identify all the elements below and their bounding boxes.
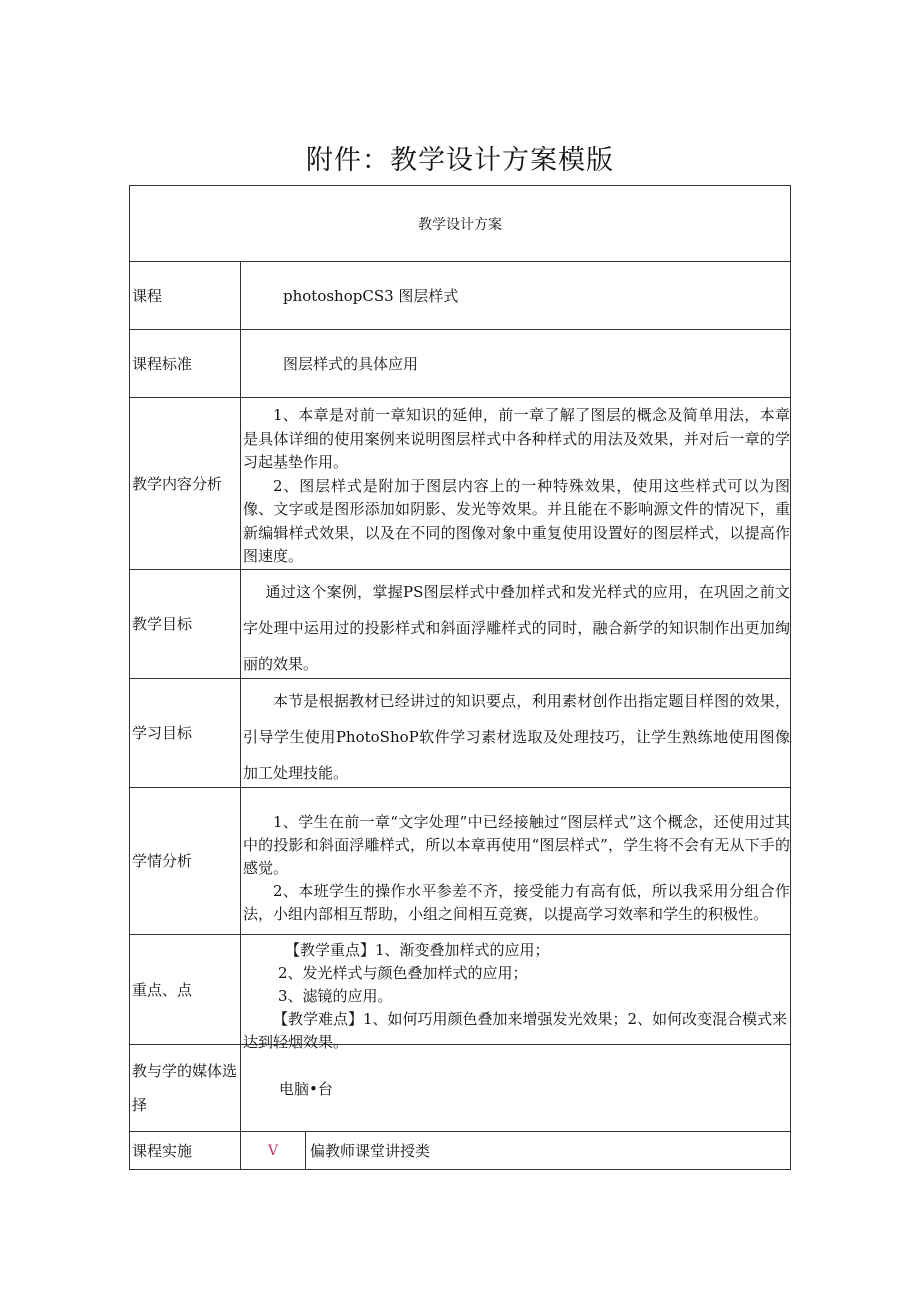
media-value: 电脑•台 <box>279 1079 333 1098</box>
learning-goal-text: 本节是根据教材已经讲过的知识要点，利用素材创作出指定题目样图的效果，引导学生使用PhotoShoP软件学习素材选取及处理技巧，让学生熟练地使用图像加工处理技能。 <box>243 692 790 782</box>
learning-goal-label: 学习目标 <box>130 679 241 787</box>
content-analysis-label: 教学内容分析 <box>130 398 241 569</box>
row-content-analysis <box>130 397 790 569</box>
key-points-label: 重点、点 <box>130 935 241 1044</box>
media-label: 教与学的媒体选择 <box>130 1045 241 1131</box>
row-key-points <box>130 934 790 1051</box>
teaching-goal-cell <box>241 570 790 678</box>
row-student-analysis <box>130 787 790 934</box>
key-point-line-4: 【教学难点】1、如何巧用颜色叠加来增强发光效果；2、如何改变混合模式来达到轻烟效果。 <box>243 1010 788 1051</box>
key-point-line-2: 2、发光样式与颜色叠加样式的应用； <box>278 964 528 982</box>
student-analysis-label: 学情分析 <box>130 788 241 934</box>
row-implementation <box>130 1131 790 1169</box>
student-analysis-paragraph-1: 1、学生在前一章“文字处理”中已经接触过“图层样式”这个概念，还使用过其中的投影和斜面浮雕样式，所以本章再使用“图层样式”，学生将不会有无从下手的感觉。 <box>243 813 790 877</box>
table-header: 教学设计方案 <box>418 216 502 233</box>
content-analysis-paragraph-2: 2、图层样式是附加于图层内容上的一种特殊效果，使用这些样式可以为图像、文字或是图形添加如阴影、发光等效果。并且能在不影响源文件的情况下，重新编辑样式效果，以及在不同的图像对象中重复使用设置好的图层样式，以提高作图速度。 <box>243 476 790 565</box>
student-analysis-paragraph-2: 2、本班学生的操作水平参差不齐，接受能力有高有低，所以我采用分组合作法，小组内部相互帮助，小组之间相互竞赛，以提高学习效率和学生的积极性。 <box>243 882 790 923</box>
teaching-goal-label: 教学目标 <box>130 570 241 678</box>
row-learning-goal <box>130 678 790 787</box>
standard-value: 图层样式的具体应用 <box>283 355 419 373</box>
key-point-line-1: 【教学重点】1、渐变叠加样式的应用； <box>285 941 550 959</box>
row-media <box>130 1044 790 1131</box>
row-teaching-goal <box>130 569 790 678</box>
row-course <box>130 261 790 329</box>
lesson-plan-table <box>129 185 791 1170</box>
table-header-row <box>130 186 790 261</box>
page-title: 附件：教学设计方案模版 <box>306 145 614 176</box>
key-point-line-3: 3、滤镜的应用。 <box>278 987 393 1005</box>
teaching-goal-text: 通过这个案例，掌握PS图层样式中叠加样式和发光样式的应用，在巩固之前文字处理中运用过的投影样式和斜面浮雕样式的同时，融合新学的知识制作出更加绚丽的效果。 <box>243 583 790 673</box>
learning-goal-cell <box>241 679 790 787</box>
content-analysis-cell <box>241 398 790 569</box>
row-standard <box>130 329 790 397</box>
implementation-check-mark: V <box>241 1132 306 1169</box>
content-analysis-paragraph-1: 1、本章是对前一章知识的延伸，前一章了解了图层的概念及简单用法，本章是具体详细的使用案例来说明图层样式中各种样式的用法及效果，并对后一章的学习起基垫作用。 <box>243 406 790 471</box>
key-points-cell <box>241 935 790 1051</box>
implementation-value: 偏教师课堂讲授类 <box>310 1142 431 1160</box>
course-value: photoshopCS3 图层样式 <box>283 287 459 305</box>
standard-label: 课程标准 <box>130 330 241 397</box>
course-label: 课程 <box>130 262 241 329</box>
student-analysis-cell <box>241 788 790 934</box>
implementation-label: 课程实施 <box>130 1132 241 1169</box>
